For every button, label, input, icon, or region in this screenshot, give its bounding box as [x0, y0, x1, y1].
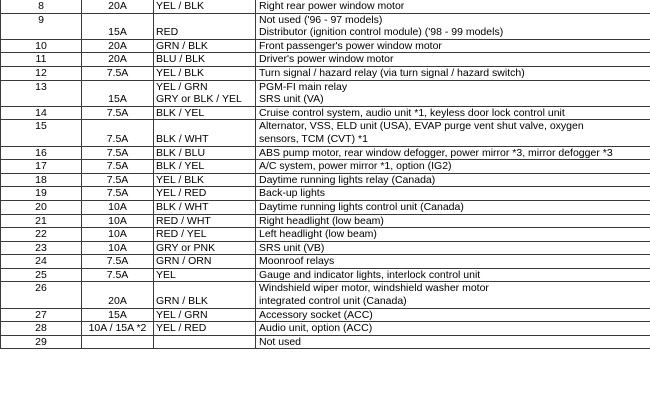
protected-circuit-cell: [256, 322, 650, 336]
fuse-amperage-cell: 20A: [82, 0, 154, 13]
wire-color-line: RED / WHT: [156, 214, 211, 227]
fuse-row: [1, 322, 650, 336]
fuse-number-cell: 25: [1, 268, 82, 282]
protected-circuit-cell: [256, 214, 650, 228]
protected-circuit-line: Turn signal / hazard relay (via turn signal / hazard switch): [259, 66, 525, 79]
wire-color-cell: [154, 335, 256, 349]
protected-circuit-cell: [256, 13, 650, 39]
fuse-amperage-cell: 7.5A: [82, 106, 154, 120]
wire-color-line: YEL / BLK: [156, 0, 205, 12]
wire-color-cell: [154, 268, 256, 282]
fuse-amperage-cell: 20A: [82, 282, 154, 308]
protected-circuit-cell: [256, 308, 650, 322]
wire-color-line: RED: [156, 26, 179, 39]
wire-color-cell: [154, 80, 256, 106]
wire-color-cell: [154, 200, 256, 214]
wire-color-line: YEL / RED: [156, 322, 207, 335]
fuse-number-cell: 28: [1, 322, 82, 336]
wire-color-line: BLK / WHT: [156, 200, 209, 213]
fuse-row: [1, 268, 650, 282]
protected-circuit-cell: [256, 200, 650, 214]
fuse-amperage-cell: 10A: [82, 228, 154, 242]
protected-circuit-cell: [256, 146, 650, 160]
fuse-table-body: [1, 0, 650, 349]
fuse-amperage-cell: 7.5A: [82, 173, 154, 187]
fuse-amperage-cell: [82, 335, 154, 349]
protected-circuit-line: Front passenger's power window motor: [259, 39, 442, 52]
fuse-row: [1, 120, 650, 146]
fuse-number-cell: 27: [1, 308, 82, 322]
wire-color-line: BLK / WHT: [156, 132, 209, 145]
wire-color-line: RED / YEL: [156, 228, 207, 241]
fuse-amperage-cell: 7.5A: [82, 160, 154, 174]
fuse-amperage-cell: 20A: [82, 53, 154, 67]
protected-circuit-line: Audio unit, option (ACC): [259, 322, 373, 335]
fuse-amperage-cell: 7.5A: [82, 255, 154, 269]
protected-circuit-cell: [256, 228, 650, 242]
protected-circuit-line: Moonroof relays: [259, 255, 335, 268]
protected-circuit-cell: [256, 66, 650, 80]
wire-color-cell: [154, 13, 256, 39]
protected-circuit-cell: [256, 160, 650, 174]
protected-circuit-line: Right rear power window motor: [259, 0, 405, 12]
fuse-amperage-cell: 15A: [82, 308, 154, 322]
wire-color-line: BLK / YEL: [156, 160, 205, 173]
fuse-amperage-cell: 7.5A: [82, 187, 154, 201]
wire-color-line: GRY or PNK: [156, 241, 216, 254]
wire-color-cell: [154, 146, 256, 160]
wire-color-cell: [154, 106, 256, 120]
fuse-number-cell: 16: [1, 146, 82, 160]
wire-color-cell: [154, 187, 256, 201]
protected-circuit-cell: [256, 282, 650, 308]
protected-circuit-cell: [256, 187, 650, 201]
protected-circuit-line: Right headlight (low beam): [259, 214, 384, 227]
protected-circuit-line: A/C system, power mirror *1, option (IG2): [259, 160, 452, 173]
fuse-number-cell: 26: [1, 282, 82, 308]
wire-color-cell: [154, 255, 256, 269]
wire-color-cell: [154, 241, 256, 255]
fuse-row: [1, 241, 650, 255]
protected-circuit-line: ABS pump motor, rear window defogger, power mirror *3, mirror defogger *3: [259, 146, 613, 159]
protected-circuit-cell: [256, 39, 650, 53]
protected-circuit-cell: [256, 335, 650, 349]
fuse-row: [1, 13, 650, 39]
protected-circuit-line: Windshield wiper motor, windshield washer motor: [259, 282, 489, 295]
fuse-row: [1, 106, 650, 120]
fuse-row: [1, 53, 650, 67]
protected-circuit-cell: [256, 268, 650, 282]
wire-color-cell: [154, 308, 256, 322]
wire-color-line: YEL / BLK: [156, 173, 205, 186]
fuse-row: [1, 146, 650, 160]
wire-color-cell: [154, 228, 256, 242]
fuse-number-cell: 22: [1, 228, 82, 242]
fuse-amperage-cell: 7.5A: [82, 146, 154, 160]
fuse-number-cell: 18: [1, 173, 82, 187]
fuse-row: [1, 282, 650, 308]
protected-circuit-line: SRS unit (VB): [259, 241, 325, 254]
wire-color-line: BLU / BLK: [156, 53, 206, 66]
wire-color-cell: [154, 39, 256, 53]
protected-circuit-line: SRS unit (VA): [259, 93, 324, 106]
fuse-row: [1, 0, 650, 13]
fuse-amperage-cell: 10A / 15A *2: [82, 322, 154, 336]
fuse-number-cell: 8: [1, 0, 82, 13]
fuse-number-cell: 14: [1, 106, 82, 120]
protected-circuit-line: Accessory socket (ACC): [259, 308, 373, 321]
fuse-number-cell: 19: [1, 187, 82, 201]
protected-circuit-line: PGM-FI main relay: [259, 80, 348, 93]
wire-color-line: YEL: [156, 268, 176, 281]
protected-circuit-cell: [256, 106, 650, 120]
fuse-row: [1, 335, 650, 349]
fuse-number-cell: 20: [1, 200, 82, 214]
protected-circuit-line: Back-up lights: [259, 187, 325, 200]
wire-color-line: GRN / BLK: [156, 295, 208, 308]
fuse-amperage-cell: 7.5A: [82, 268, 154, 282]
protected-circuit-line: Daytime running lights control unit (Canada): [259, 200, 464, 213]
protected-circuit-line: Cruise control system, audio unit *1, keyless door lock control unit: [259, 106, 565, 119]
protected-circuit-cell: [256, 241, 650, 255]
fuse-number-cell: 29: [1, 335, 82, 349]
fuse-row: [1, 308, 650, 322]
fuse-row: [1, 80, 650, 106]
protected-circuit-line: Not used ('96 - 97 models): [259, 13, 383, 26]
fuse-number-cell: 13: [1, 80, 82, 106]
fuse-row: [1, 200, 650, 214]
fuse-number-cell: 24: [1, 255, 82, 269]
fuse-amperage-cell: 10A: [82, 200, 154, 214]
wire-color-line: GRY or BLK / YEL: [156, 93, 242, 106]
wire-color-cell: [154, 214, 256, 228]
wire-color-line: YEL / GRN: [156, 308, 208, 321]
fuse-amperage-cell: 10A: [82, 241, 154, 255]
protected-circuit-line: Alternator, VSS, ELD unit (USA), EVAP purge vent shut valve, oxygen: [259, 120, 584, 133]
wire-color-line: YEL / GRN: [156, 80, 208, 93]
protected-circuit-line: Driver's power window motor: [259, 53, 394, 66]
fuse-number-cell: 17: [1, 160, 82, 174]
fuse-amperage-cell: 10A: [82, 214, 154, 228]
fuse-row: [1, 160, 650, 174]
fuse-number-cell: 9: [1, 13, 82, 39]
fuse-amperage-cell: 15A: [82, 13, 154, 39]
wire-color-cell: [154, 66, 256, 80]
protected-circuit-cell: [256, 0, 650, 13]
fuse-number-cell: 15: [1, 120, 82, 146]
protected-circuit-cell: [256, 255, 650, 269]
wire-color-line: GRN / ORN: [156, 255, 212, 268]
protected-circuit-line: Not used: [259, 335, 302, 348]
fuse-row: [1, 228, 650, 242]
fuse-row: [1, 39, 650, 53]
protected-circuit-line: integrated control unit (Canada): [259, 295, 407, 308]
wire-color-cell: [154, 322, 256, 336]
fuse-row: [1, 187, 650, 201]
fuse-amperage-cell: 20A: [82, 39, 154, 53]
wire-color-line: BLK / YEL: [156, 106, 205, 119]
protected-circuit-cell: [256, 173, 650, 187]
wire-color-cell: [154, 173, 256, 187]
protected-circuit-line: Distributor (ignition control module) ('98 - 99 models): [259, 26, 504, 39]
protected-circuit-line: Left headlight (low beam): [259, 228, 377, 241]
fuse-amperage-cell: 7.5A: [82, 120, 154, 146]
fuse-number-cell: 12: [1, 66, 82, 80]
protected-circuit-line: sensors, TCM (CVT) *1: [259, 132, 368, 145]
protected-circuit-line: Gauge and indicator lights, interlock control unit: [259, 268, 481, 281]
wire-color-line: GRN / BLK: [156, 39, 208, 52]
wire-color-cell: [154, 53, 256, 67]
wire-color-line: YEL / BLK: [156, 66, 205, 79]
fuse-amperage-cell: 7.5A: [82, 66, 154, 80]
protected-circuit-cell: [256, 80, 650, 106]
wire-color-cell: [154, 0, 256, 13]
protected-circuit-line: Daytime running lights relay (Canada): [259, 173, 436, 186]
fuse-row: [1, 255, 650, 269]
wire-color-cell: [154, 160, 256, 174]
fuse-number-cell: 11: [1, 53, 82, 67]
wire-color-line: BLK / BLU: [156, 146, 206, 159]
protected-circuit-cell: [256, 120, 650, 146]
fuse-amperage-cell: 15A: [82, 80, 154, 106]
wire-color-line: YEL / RED: [156, 187, 207, 200]
fuse-number-cell: 23: [1, 241, 82, 255]
protected-circuit-cell: [256, 53, 650, 67]
wire-color-cell: [154, 282, 256, 308]
fuse-row: [1, 173, 650, 187]
wire-color-cell: [154, 120, 256, 146]
fuse-row: [1, 214, 650, 228]
fuse-number-cell: 10: [1, 39, 82, 53]
fuse-number-cell: 21: [1, 214, 82, 228]
fuse-row: [1, 66, 650, 80]
